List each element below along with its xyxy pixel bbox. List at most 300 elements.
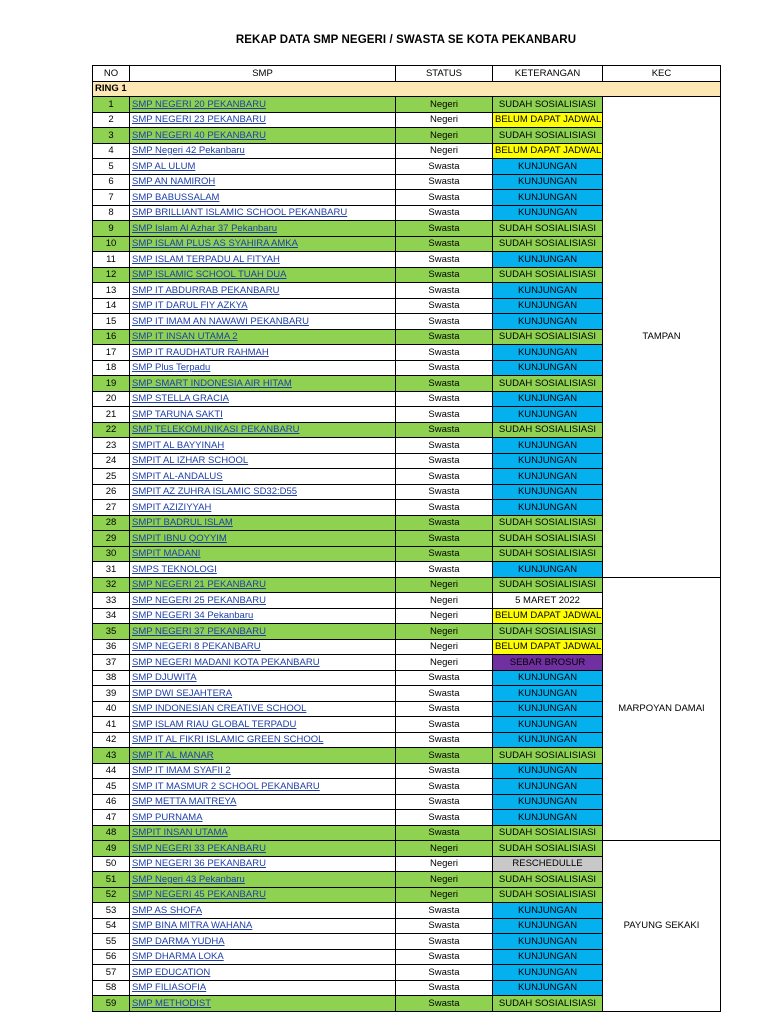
- school-cell: [130, 748, 396, 764]
- school-link[interactable]: SMP IT MASMUR 2 SCHOOL PEKANBARU: [132, 780, 320, 792]
- school-cell: [130, 639, 396, 655]
- school-link[interactable]: SMP PURNAMA: [132, 811, 203, 823]
- keterangan-cell: KUNJUNGAN: [493, 205, 603, 221]
- status-cell: Swasta: [396, 407, 493, 423]
- status-cell: Swasta: [396, 949, 493, 965]
- school-cell: [130, 422, 396, 438]
- table-row: [93, 97, 721, 113]
- status-cell: Negeri: [396, 128, 493, 144]
- school-link[interactable]: SMP Negeri 42 Pekanbaru: [132, 145, 245, 156]
- status-cell: Swasta: [396, 546, 493, 562]
- school-cell: [130, 701, 396, 717]
- school-link[interactable]: SMP IT RAUDHATUR RAHMAH: [132, 346, 269, 358]
- school-link[interactable]: SMP BRILLIANT ISLAMIC SCHOOL PEKANBARU: [132, 207, 348, 218]
- school-link[interactable]: SMP NEGERI 8 PEKANBARU: [132, 641, 261, 652]
- school-cell: [130, 903, 396, 919]
- row-number: 1: [93, 97, 130, 113]
- school-cell: [130, 670, 396, 686]
- school-link[interactable]: SMP Negeri 43 Pekanbaru: [132, 873, 245, 885]
- school-cell: [130, 996, 396, 1012]
- school-link[interactable]: SMP IT INSAN UTAMA 2: [132, 331, 238, 342]
- status-cell: Negeri: [396, 112, 493, 128]
- keterangan-cell: SUDAH SOSIALISIASI: [493, 531, 603, 547]
- status-cell: Swasta: [396, 717, 493, 733]
- school-cell: [130, 484, 396, 500]
- keterangan-cell: SUDAH SOSIALISIASI: [493, 97, 603, 113]
- school-link[interactable]: SMP EDUCATION: [132, 966, 211, 978]
- school-link[interactable]: SMP ISLAM RIAU GLOBAL TERPADU: [132, 718, 297, 730]
- keterangan-cell: KUNJUNGAN: [493, 298, 603, 314]
- school-cell: [130, 515, 396, 531]
- school-cell: [130, 252, 396, 268]
- row-number: 25: [93, 469, 130, 485]
- school-link[interactable]: SMP Islam Al Azhar 37 Pekanbaru: [132, 222, 278, 234]
- status-cell: Swasta: [396, 298, 493, 314]
- school-cell: [130, 841, 396, 857]
- school-cell: [130, 453, 396, 469]
- status-cell: Negeri: [396, 856, 493, 872]
- row-number: 53: [93, 903, 130, 919]
- row-number: 42: [93, 732, 130, 748]
- kec-cell: TAMPAN: [603, 97, 721, 578]
- row-number: 45: [93, 779, 130, 795]
- school-link[interactable]: SMP BABUSSALAM: [132, 191, 220, 203]
- row-number: 12: [93, 267, 130, 283]
- row-number: 20: [93, 391, 130, 407]
- school-cell: [130, 174, 396, 190]
- keterangan-cell: KUNJUNGAN: [493, 283, 603, 299]
- keterangan-cell: SEBAR BROSUR: [493, 655, 603, 671]
- status-cell: Negeri: [396, 97, 493, 113]
- school-cell: [130, 236, 396, 252]
- school-link[interactable]: SMP IT ABDURRAB PEKANBARU: [132, 284, 280, 296]
- keterangan-cell: KUNJUNGAN: [493, 965, 603, 981]
- row-number: 13: [93, 283, 130, 299]
- status-cell: Swasta: [396, 484, 493, 500]
- status-cell: Swasta: [396, 314, 493, 330]
- school-link[interactable]: SMPIT IBNU QOYYIM: [132, 532, 227, 544]
- ring-row: [93, 81, 721, 97]
- status-cell: Swasta: [396, 934, 493, 950]
- row-number: 5: [93, 159, 130, 175]
- status-cell: Negeri: [396, 872, 493, 888]
- row-number: 15: [93, 314, 130, 330]
- row-number: 36: [93, 639, 130, 655]
- school-link[interactable]: SMP AN NAMIROH: [132, 176, 216, 187]
- status-cell: Swasta: [396, 236, 493, 252]
- school-link[interactable]: SMPIT AZ ZUHRA ISLAMIC SD32:D55: [132, 486, 298, 497]
- keterangan-cell: SUDAH SOSIALISIASI: [493, 329, 603, 345]
- school-link[interactable]: SMP NEGERI 34 Pekanbaru: [132, 610, 254, 621]
- keterangan-cell: KUNJUNGAN: [493, 314, 603, 330]
- keterangan-cell: SUDAH SOSIALISIASI: [493, 825, 603, 841]
- status-cell: Swasta: [396, 562, 493, 578]
- keterangan-cell: KUNJUNGAN: [493, 469, 603, 485]
- school-cell: [130, 825, 396, 841]
- keterangan-cell: SUDAH SOSIALISIASI: [493, 577, 603, 593]
- keterangan-cell: KUNJUNGAN: [493, 670, 603, 686]
- status-cell: Negeri: [396, 577, 493, 593]
- school-cell: [130, 562, 396, 578]
- school-cell: [130, 345, 396, 361]
- keterangan-cell: KUNJUNGAN: [493, 949, 603, 965]
- school-link[interactable]: SMP NEGERI 33 PEKANBARU: [132, 842, 266, 854]
- row-number: 54: [93, 918, 130, 934]
- status-cell: Negeri: [396, 143, 493, 159]
- keterangan-cell: KUNJUNGAN: [493, 453, 603, 469]
- school-link[interactable]: SMPIT BADRUL ISLAM: [132, 517, 233, 528]
- status-cell: Swasta: [396, 190, 493, 206]
- header-no: NO: [93, 66, 130, 82]
- school-link[interactable]: SMP ISLAM TERPADU AL FITYAH: [132, 253, 280, 265]
- row-number: 24: [93, 453, 130, 469]
- school-link[interactable]: SMPIT AL-ANDALUS: [132, 470, 223, 482]
- school-cell: [130, 298, 396, 314]
- school-cell: [130, 500, 396, 516]
- keterangan-cell: KUNJUNGAN: [493, 159, 603, 175]
- school-cell: [130, 267, 396, 283]
- school-link[interactable]: SMP DJUWITA: [132, 672, 197, 683]
- status-cell: Swasta: [396, 252, 493, 268]
- row-number: 8: [93, 205, 130, 221]
- school-cell: [130, 97, 396, 113]
- school-cell: [130, 608, 396, 624]
- row-number: 46: [93, 794, 130, 810]
- school-link[interactable]: SMPIT AL BAYYINAH: [132, 439, 225, 451]
- keterangan-cell: KUNJUNGAN: [493, 779, 603, 795]
- keterangan-cell: KUNJUNGAN: [493, 934, 603, 950]
- keterangan-cell: SUDAH SOSIALISIASI: [493, 872, 603, 888]
- school-link[interactable]: SMP IT DARUL FIY AZKYA: [132, 300, 248, 311]
- row-number: 55: [93, 934, 130, 950]
- keterangan-cell: SUDAH SOSIALISIASI: [493, 236, 603, 252]
- school-cell: [130, 980, 396, 996]
- keterangan-cell: KUNJUNGAN: [493, 794, 603, 810]
- row-number: 16: [93, 329, 130, 345]
- row-number: 50: [93, 856, 130, 872]
- school-link[interactable]: SMP NEGERI 45 PEKANBARU: [132, 889, 266, 900]
- row-number: 35: [93, 624, 130, 640]
- row-number: 14: [93, 298, 130, 314]
- school-cell: [130, 376, 396, 392]
- row-number: 30: [93, 546, 130, 562]
- keterangan-cell: KUNJUNGAN: [493, 252, 603, 268]
- school-link[interactable]: SMP NEGERI 25 PEKANBARU: [132, 594, 266, 606]
- school-link[interactable]: SMP NEGERI 40 PEKANBARU: [132, 129, 266, 141]
- school-link[interactable]: SMPS TEKNOLOGI: [132, 563, 217, 575]
- row-number: 7: [93, 190, 130, 206]
- keterangan-cell: KUNJUNGAN: [493, 763, 603, 779]
- row-number: 10: [93, 236, 130, 252]
- status-cell: Swasta: [396, 515, 493, 531]
- row-number: 37: [93, 655, 130, 671]
- school-cell: [130, 546, 396, 562]
- keterangan-cell: KUNJUNGAN: [493, 562, 603, 578]
- school-cell: [130, 190, 396, 206]
- status-cell: Negeri: [396, 608, 493, 624]
- row-number: 9: [93, 221, 130, 237]
- status-cell: Swasta: [396, 267, 493, 283]
- status-cell: Swasta: [396, 918, 493, 934]
- keterangan-cell: KUNJUNGAN: [493, 903, 603, 919]
- status-cell: Swasta: [396, 283, 493, 299]
- status-cell: Swasta: [396, 903, 493, 919]
- school-cell: [130, 577, 396, 593]
- keterangan-cell: SUDAH SOSIALISIASI: [493, 841, 603, 857]
- school-cell: [130, 205, 396, 221]
- school-link[interactable]: SMP TELEKOMUNIKASI PEKANBARU: [132, 424, 300, 435]
- status-cell: Swasta: [396, 670, 493, 686]
- school-link[interactable]: SMPIT INSAN UTAMA: [132, 827, 228, 838]
- row-number: 40: [93, 701, 130, 717]
- row-number: 11: [93, 252, 130, 268]
- status-cell: Swasta: [396, 794, 493, 810]
- school-link[interactable]: SMP NEGERI MADANI KOTA PEKANBARU: [132, 656, 320, 668]
- school-link[interactable]: SMP DHARMA LOKA: [132, 951, 224, 962]
- school-cell: [130, 112, 396, 128]
- status-cell: Swasta: [396, 329, 493, 345]
- status-cell: Swasta: [396, 686, 493, 702]
- school-cell: [130, 794, 396, 810]
- row-number: 44: [93, 763, 130, 779]
- header-smp: SMP: [130, 66, 396, 82]
- status-cell: Swasta: [396, 391, 493, 407]
- row-number: 29: [93, 531, 130, 547]
- header-kec: KEC: [603, 66, 721, 82]
- row-number: 6: [93, 174, 130, 190]
- school-cell: [130, 810, 396, 826]
- keterangan-cell: KUNJUNGAN: [493, 701, 603, 717]
- status-cell: Swasta: [396, 996, 493, 1012]
- row-number: 49: [93, 841, 130, 857]
- status-cell: Swasta: [396, 174, 493, 190]
- status-cell: Swasta: [396, 360, 493, 376]
- school-cell: [130, 732, 396, 748]
- keterangan-cell: BELUM DAPAT JADWAL: [493, 639, 603, 655]
- keterangan-cell: SUDAH SOSIALISIASI: [493, 422, 603, 438]
- school-cell: [130, 391, 396, 407]
- keterangan-cell: BELUM DAPAT JADWAL: [493, 112, 603, 128]
- keterangan-cell: KUNJUNGAN: [493, 500, 603, 516]
- kec-cell: PAYUNG SEKAKI: [603, 841, 721, 1012]
- school-link[interactable]: SMP SMART INDONESIA AIR HITAM: [132, 377, 292, 389]
- school-cell: [130, 949, 396, 965]
- keterangan-cell: SUDAH SOSIALISIASI: [493, 221, 603, 237]
- keterangan-cell: KUNJUNGAN: [493, 484, 603, 500]
- keterangan-cell: SUDAH SOSIALISIASI: [493, 546, 603, 562]
- school-link[interactable]: SMP ISLAMIC SCHOOL TUAH DUA: [132, 269, 287, 280]
- keterangan-cell: KUNJUNGAN: [493, 717, 603, 733]
- row-number: 27: [93, 500, 130, 516]
- school-cell: [130, 934, 396, 950]
- keterangan-cell: SUDAH SOSIALISIASI: [493, 128, 603, 144]
- school-cell: [130, 686, 396, 702]
- status-cell: Swasta: [396, 221, 493, 237]
- row-number: 41: [93, 717, 130, 733]
- school-cell: [130, 360, 396, 376]
- row-number: 33: [93, 593, 130, 609]
- school-link[interactable]: SMPIT MADANI: [132, 548, 201, 559]
- keterangan-cell: SUDAH SOSIALISIASI: [493, 748, 603, 764]
- school-cell: [130, 887, 396, 903]
- school-cell: [130, 965, 396, 981]
- row-number: 31: [93, 562, 130, 578]
- school-link[interactable]: SMP NEGERI 37 PEKANBARU: [132, 625, 266, 637]
- table-body: [93, 81, 721, 1011]
- kec-cell: MARPOYAN DAMAI: [603, 577, 721, 841]
- school-cell: [130, 856, 396, 872]
- school-link[interactable]: SMP DARMA YUDHA: [132, 935, 225, 947]
- school-cell: [130, 143, 396, 159]
- table-row: [93, 841, 721, 857]
- row-number: 23: [93, 438, 130, 454]
- status-cell: Negeri: [396, 593, 493, 609]
- row-number: 22: [93, 422, 130, 438]
- school-link[interactable]: SMP INDONESIAN CREATIVE SCHOOL: [132, 703, 307, 714]
- keterangan-cell: KUNJUNGAN: [493, 810, 603, 826]
- school-link[interactable]: SMP TARUNA SAKTI: [132, 408, 223, 420]
- status-cell: Swasta: [396, 159, 493, 175]
- school-cell: [130, 918, 396, 934]
- header-keterangan: KETERANGAN: [493, 66, 603, 82]
- school-cell: [130, 872, 396, 888]
- school-cell: [130, 407, 396, 423]
- school-cell: [130, 624, 396, 640]
- school-cell: [130, 128, 396, 144]
- school-cell: [130, 314, 396, 330]
- keterangan-cell: KUNJUNGAN: [493, 407, 603, 423]
- status-cell: Swasta: [396, 438, 493, 454]
- keterangan-cell: RESCHEDULLE: [493, 856, 603, 872]
- school-link[interactable]: SMP FILIASOFIA: [132, 982, 207, 993]
- keterangan-cell: KUNJUNGAN: [493, 980, 603, 996]
- row-number: 2: [93, 112, 130, 128]
- school-cell: [130, 221, 396, 237]
- school-link[interactable]: SMP BINA MITRA WAHANA: [132, 920, 253, 931]
- status-cell: Negeri: [396, 841, 493, 857]
- keterangan-cell: SUDAH SOSIALISIASI: [493, 996, 603, 1012]
- header-row: [93, 66, 721, 82]
- row-number: 3: [93, 128, 130, 144]
- school-cell: [130, 438, 396, 454]
- status-cell: Swasta: [396, 205, 493, 221]
- rekap-table: [92, 65, 721, 1012]
- keterangan-cell: KUNJUNGAN: [493, 190, 603, 206]
- school-link[interactable]: SMP NEGERI 36 PEKANBARU: [132, 858, 266, 869]
- row-number: 19: [93, 376, 130, 392]
- keterangan-cell: KUNJUNGAN: [493, 174, 603, 190]
- status-cell: Swasta: [396, 810, 493, 826]
- keterangan-cell: KUNJUNGAN: [493, 391, 603, 407]
- school-link[interactable]: SMP IT IMAM AN NAWAWI PEKANBARU: [132, 315, 310, 327]
- status-cell: Swasta: [396, 763, 493, 779]
- school-cell: [130, 159, 396, 175]
- school-cell: [130, 531, 396, 547]
- keterangan-cell: 5 MARET 2022: [493, 593, 603, 609]
- table-row: [93, 577, 721, 593]
- keterangan-cell: KUNJUNGAN: [493, 732, 603, 748]
- row-number: 34: [93, 608, 130, 624]
- school-cell: [130, 779, 396, 795]
- ring-label: RING 1: [93, 81, 721, 97]
- keterangan-cell: SUDAH SOSIALISIASI: [493, 376, 603, 392]
- status-cell: Swasta: [396, 701, 493, 717]
- school-cell: [130, 717, 396, 733]
- keterangan-cell: KUNJUNGAN: [493, 360, 603, 376]
- school-cell: [130, 593, 396, 609]
- row-number: 58: [93, 980, 130, 996]
- school-link[interactable]: SMP IT IMAM SYAFII 2: [132, 765, 231, 776]
- status-cell: Negeri: [396, 655, 493, 671]
- keterangan-cell: SUDAH SOSIALISIASI: [493, 887, 603, 903]
- school-link[interactable]: SMP IT AL MANAR: [132, 749, 214, 761]
- row-number: 59: [93, 996, 130, 1012]
- school-link[interactable]: SMPIT AZIZIYYAH: [132, 501, 212, 513]
- keterangan-cell: SUDAH SOSIALISIASI: [493, 515, 603, 531]
- row-number: 4: [93, 143, 130, 159]
- page-title: REKAP DATA SMP NEGERI / SWASTA SE KOTA PEKANBARU: [235, 34, 577, 46]
- school-link[interactable]: SMP NEGERI 23 PEKANBARU: [132, 114, 266, 125]
- status-cell: Swasta: [396, 531, 493, 547]
- row-number: 39: [93, 686, 130, 702]
- status-cell: Negeri: [396, 624, 493, 640]
- row-number: 52: [93, 887, 130, 903]
- status-cell: Negeri: [396, 639, 493, 655]
- row-number: 56: [93, 949, 130, 965]
- keterangan-cell: SUDAH SOSIALISIASI: [493, 267, 603, 283]
- status-cell: Swasta: [396, 376, 493, 392]
- status-cell: Swasta: [396, 732, 493, 748]
- row-number: 21: [93, 407, 130, 423]
- header-status: STATUS: [396, 66, 493, 82]
- row-number: 28: [93, 515, 130, 531]
- keterangan-cell: KUNJUNGAN: [493, 918, 603, 934]
- school-link[interactable]: SMP NEGERI 20 PEKANBARU: [132, 98, 266, 110]
- school-link[interactable]: SMP IT AL FIKRI ISLAMIC GREEN SCHOOL: [132, 734, 324, 745]
- keterangan-cell: KUNJUNGAN: [493, 345, 603, 361]
- school-link[interactable]: SMP AL ULUM: [132, 160, 196, 172]
- school-cell: [130, 763, 396, 779]
- status-cell: Swasta: [396, 965, 493, 981]
- school-link[interactable]: SMP DWI SEJAHTERA: [132, 687, 233, 699]
- status-cell: Swasta: [396, 779, 493, 795]
- school-link[interactable]: SMP ISLAM PLUS AS SYAHIRA AMKA: [132, 238, 298, 249]
- row-number: 26: [93, 484, 130, 500]
- school-cell: [130, 283, 396, 299]
- school-link[interactable]: SMP AS SHOFA: [132, 904, 203, 916]
- school-link[interactable]: SMPIT AL IZHAR SCHOOL: [132, 455, 249, 466]
- row-number: 51: [93, 872, 130, 888]
- school-link[interactable]: SMP Plus Terpadu: [132, 362, 211, 373]
- school-link[interactable]: SMP METTA MAITREYA: [132, 796, 237, 807]
- keterangan-cell: SUDAH SOSIALISIASI: [493, 624, 603, 640]
- status-cell: Swasta: [396, 453, 493, 469]
- row-number: 32: [93, 577, 130, 593]
- status-cell: Swasta: [396, 469, 493, 485]
- school-link[interactable]: SMP NEGERI 21 PEKANBARU: [132, 579, 266, 590]
- school-link[interactable]: SMP METHODIST: [132, 997, 211, 1009]
- school-cell: [130, 469, 396, 485]
- school-cell: [130, 655, 396, 671]
- keterangan-cell: BELUM DAPAT JADWAL: [493, 143, 603, 159]
- row-number: 57: [93, 965, 130, 981]
- row-number: 18: [93, 360, 130, 376]
- keterangan-cell: BELUM DAPAT JADWAL: [493, 608, 603, 624]
- row-number: 38: [93, 670, 130, 686]
- keterangan-cell: KUNJUNGAN: [493, 686, 603, 702]
- status-cell: Swasta: [396, 422, 493, 438]
- school-link[interactable]: SMP STELLA GRACIA: [132, 393, 229, 404]
